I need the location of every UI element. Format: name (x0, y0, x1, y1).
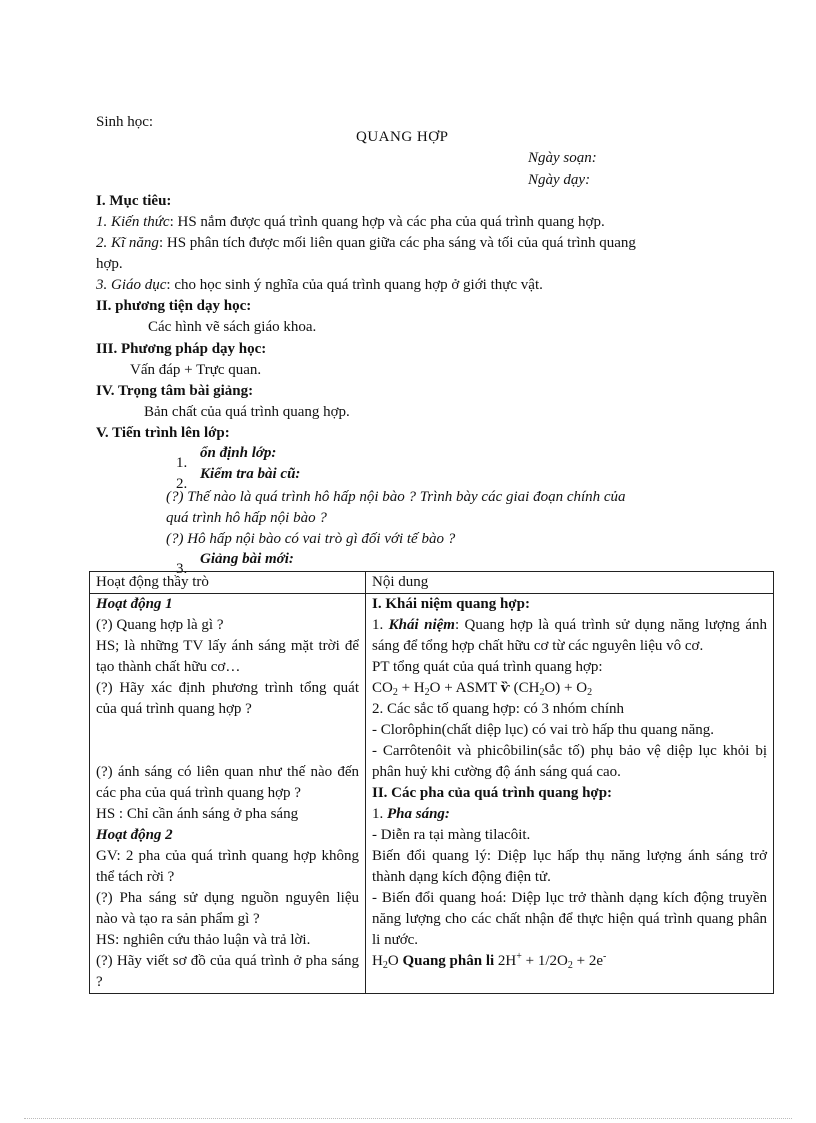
chlorophyll-text: - Clorôphin(chất diệp lục) có vai trò hấp thu quang năng. (372, 722, 714, 738)
activity-2-heading: Hoạt động 2 (96, 827, 173, 843)
lesson-table (89, 571, 774, 994)
education-label: 3. Giáo dục (96, 277, 167, 293)
section-1-heading: I. Khái niệm quang hợp: (372, 596, 530, 612)
means-heading: II. phương tiện dạy học: (96, 298, 252, 314)
eq-part: CO (372, 680, 393, 696)
objective-skill (96, 233, 736, 254)
photolysis-equation (372, 951, 767, 972)
eq-sub: 2 (587, 687, 593, 698)
method-text: Vấn đáp + Trực quan. (130, 362, 262, 378)
eq-sub: 2 (567, 960, 573, 971)
light-phase-number: 1. (372, 806, 384, 822)
objective-skill-cont: hợp. (96, 256, 123, 272)
content-line: - Biến đổi quang hoá: Diệp lục trở thành dạng kích động truyền năng lượng cho các chất nhận để thực hiện quá trình quang phân li nước. (372, 890, 767, 948)
teacher-line: HS : Chỉ cần ánh sáng ở pha sáng (96, 806, 299, 822)
table-header-row (90, 572, 774, 594)
eq-sup: + (516, 951, 522, 962)
teacher-line: (?) ánh sáng có liên quan như thế nào đến các pha của quá trình quang hợp ? (96, 764, 359, 801)
eq-part: O) + O (544, 680, 588, 696)
definition-label: Khái niệm (388, 617, 455, 633)
teacher-activities-cell (90, 594, 366, 994)
teacher-line: HS; là những TV lấy ánh sáng mặt trời để tạo thành chất hữu cơ… (96, 638, 359, 675)
definition-number: 1. (372, 617, 384, 633)
objectives-heading: I. Mục tiêu: (96, 193, 172, 209)
eq-part: + 2e (572, 953, 603, 969)
content-line: - Diễn ra tại màng tilacôit. (372, 827, 531, 843)
review-question-2: (?) Hô hấp nội bào có vai trò gì đối với tế bào ? (166, 531, 456, 547)
focus-heading: IV. Trọng tâm bài giảng: (96, 383, 254, 399)
pigments-heading: 2. Các sắc tố quang hợp: có 3 nhóm chính (372, 701, 625, 717)
teach-date: Ngày dạy: (528, 172, 591, 188)
light-phase-heading (372, 804, 767, 825)
spacer (96, 720, 359, 762)
eq-part: 2H (494, 953, 517, 969)
knowledge-text: : HS nắm được quá trình quang hợp và các pha của quá trình quang hợp. (169, 214, 605, 230)
teacher-line: (?) Pha sáng sử dụng nguồn nguyên liệu nào và tạo ra sản phẩm gì ? (96, 890, 359, 927)
teacher-line: (?) Quang hợp là gì ? (96, 617, 224, 633)
content-line: Biến đổi quang lý: Diệp lục hấp thụ năng lượng ánh sáng trở thành dạng kích động điện tử. (372, 848, 767, 885)
reaction-arrow-icon: ѷ (500, 680, 510, 696)
definition (372, 615, 767, 657)
eq-part: O + ASMT (429, 680, 498, 696)
method-heading: III. Phương pháp dạy học: (96, 341, 267, 357)
teacher-line: GV: 2 pha của quá trình quang hợp không thể tách rời ? (96, 848, 359, 885)
teacher-line: (?) Hãy viết sơ đồ của quá trình ở pha sáng ? (96, 953, 359, 990)
activity-1-heading: Hoạt động 1 (96, 596, 173, 612)
eq-part: + 1/2O (521, 953, 568, 969)
page-bottom-border (24, 1118, 792, 1119)
definition-text: : Quang hợp là quá trình sử dụng năng lượng ánh sáng để tổng hợp chất hữu cơ từ các nguyên liệu vô cơ. (372, 617, 767, 654)
table-body-row (90, 594, 774, 994)
eq-sub: 2 (382, 960, 388, 971)
means-text: Các hình vẽ sách giáo khoa. (148, 319, 317, 335)
eq-part: H (372, 953, 383, 969)
light-phase-label: Pha sáng: (387, 806, 450, 822)
photosynthesis-equation (372, 678, 767, 699)
skill-text: : HS phân tích được mối liên quan giữa các pha sáng và tối của quá trình quang (158, 235, 636, 251)
eq-sup: - (602, 951, 607, 962)
skill-label: 2. Kĩ năng (96, 235, 159, 251)
eq-part: O (387, 953, 403, 969)
carotenoid-text: - Carrôtenôit và phicôbilin(sắc tố) phụ bảo vệ diệp lục khỏi bị phân huỷ khi cường độ ánh sáng quá cao. (372, 743, 767, 780)
teacher-line: (?) Hãy xác định phương trình tổng quát của quá trình quang hợp ? (96, 680, 359, 717)
eq-part: + H (397, 680, 425, 696)
content-cell (366, 594, 774, 994)
knowledge-label: 1. Kiến thức (96, 214, 170, 230)
objective-knowledge (96, 212, 736, 233)
review-question-1-cont: quá trình hô hấp nội bào ? (166, 510, 327, 526)
eq-sub: 2 (539, 687, 545, 698)
prep-date: Ngày soạn: (528, 150, 597, 166)
teacher-line: HS: nghiên cứu thảo luận và trả lời. (96, 932, 311, 948)
step2-label: Kiểm tra bài cũ: (200, 466, 301, 482)
header-teacher: Hoạt động thầy trò (90, 572, 366, 594)
photolysis-label: Quang phân li (402, 953, 495, 969)
eq-sub: 2 (424, 687, 430, 698)
step2-number: 2. (176, 476, 188, 492)
equation-intro: PT tổng quát của quá trình quang hợp: (372, 659, 603, 675)
focus-text: Bản chất của quá trình quang hợp. (144, 404, 350, 420)
step3-number: 3. (176, 561, 188, 577)
subject-label: Sinh học: (96, 114, 154, 130)
eq-sub: 2 (392, 687, 398, 698)
objective-education (96, 275, 736, 296)
step1-label: ổn định lớp: (200, 445, 277, 461)
page-title: QUANG HỢP (356, 129, 449, 145)
review-question-1: (?) Thế nào là quá trình hô hấp nội bào ? Trình bày các giai đoạn chính của (166, 489, 626, 505)
step3-label: Giảng bài mới: (200, 551, 294, 567)
progress-heading: V. Tiến trình lên lớp: (96, 425, 230, 441)
step1-number: 1. (176, 455, 188, 471)
education-text: : cho học sinh ý nghĩa của quá trình quang hợp ở giới thực vật. (166, 277, 543, 293)
header-content: Nội dung (366, 572, 774, 594)
section-2-heading: II. Các pha của quá trình quang hợp: (372, 785, 613, 801)
eq-part: (CH (509, 680, 540, 696)
